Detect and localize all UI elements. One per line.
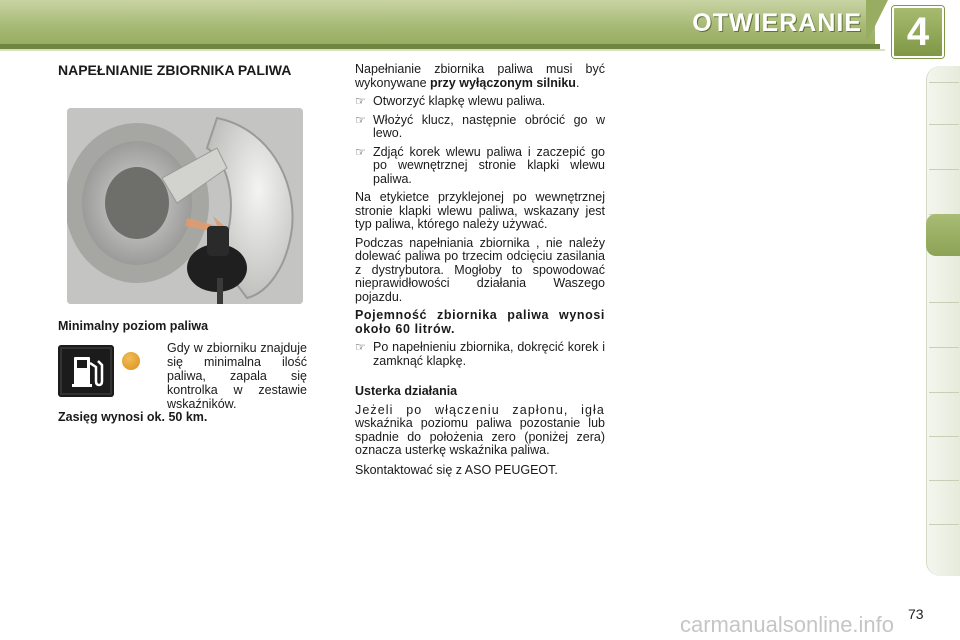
pointing-hand-icon: ☞ xyxy=(355,94,366,108)
fuel-filler-cap-photo xyxy=(67,108,303,304)
min-level-text: Gdy w zbiorniku znajduje się minimalna ilość paliwa, zapala się kontrolka w zestawie wskaźników. xyxy=(167,341,307,411)
tab-divider xyxy=(929,524,959,525)
watermark: carmanualsonline.info xyxy=(680,612,895,637)
tab-divider xyxy=(929,302,959,303)
refill-paragraph: Podczas napełniania zbiornika , nie należy dolewać paliwa po trzecim odcięciu zasilania z dystrybutora. Mogłoby to spowodować nieprawidłowości działania Waszego pojazdu. xyxy=(355,235,605,304)
step-item xyxy=(355,95,605,109)
header-stripe-light xyxy=(0,49,885,51)
step-text: Zdjąć korek wlewu paliwa i zaczepić go po wewnętrznej stronie klapki wlewu paliwa. xyxy=(373,144,605,186)
tab-divider xyxy=(929,392,959,393)
tab-divider xyxy=(929,436,959,437)
chapter-header xyxy=(0,0,960,54)
intro-end: . xyxy=(575,75,580,90)
chapter-number-badge: 4 xyxy=(892,6,944,58)
header-band-edge xyxy=(866,0,888,44)
fuel-pump-icon xyxy=(58,345,114,397)
tab-divider xyxy=(929,82,959,83)
range-text: Zasięg wynosi ok. 50 km. xyxy=(58,410,208,424)
step-text: Otworzyć klapkę wlewu paliwa. xyxy=(373,94,546,108)
chapter-side-tabs xyxy=(926,66,960,576)
pointing-hand-icon: ☞ xyxy=(355,340,366,354)
section-title: NAPEŁNIANIE ZBIORNIKA PALIWA xyxy=(58,62,292,78)
intro-text: Napełnianie zbiornika paliwa musi być wykonywane xyxy=(355,62,605,90)
contact-paragraph: Skontaktować się z ASO PEUGEOT. xyxy=(355,462,558,477)
fault-text: wskaźnika poziomu paliwa pozostanie lub spadnie do położenia zero (poniżej zera) oznacza usterkę wskaźnika paliwa. xyxy=(355,416,605,457)
fault-paragraph xyxy=(355,404,605,458)
fault-text-spaced: Jeżeli po włączeniu zapłonu, igła xyxy=(355,402,605,417)
warning-light-dot xyxy=(122,352,140,370)
step-item xyxy=(355,146,605,187)
step-item xyxy=(355,114,605,141)
tab-divider xyxy=(929,169,959,170)
chapter-title: OTWIERANIE xyxy=(692,9,862,37)
tab-divider xyxy=(929,347,959,348)
pointing-hand-icon: ☞ xyxy=(355,144,366,159)
fuel-pump-glyph xyxy=(58,345,114,397)
chapter-tab-active xyxy=(926,214,960,256)
capacity-paragraph: Pojemność zbiornika paliwa wynosi około 60 litrów. xyxy=(355,308,605,336)
instructions-column xyxy=(355,63,605,482)
page-number: 73 xyxy=(908,606,924,622)
pointing-hand-icon: ☞ xyxy=(355,112,366,127)
label-paragraph: Na etykietce przyklejonej po wewnętrznej stronie klapki wlewu paliwa, wskazany jest typ paliwa, którego należy używać. xyxy=(355,190,605,231)
intro-bold-text: przy wyłączonym silniku xyxy=(430,75,576,90)
step-text: Po napełnieniu zbiornika, dokręcić korek i zamknąć klapkę. xyxy=(373,340,605,368)
step-item xyxy=(355,341,605,368)
intro-paragraph xyxy=(355,63,605,90)
tab-divider xyxy=(929,480,959,481)
fuel-cap-illustration xyxy=(67,108,303,304)
step-text: Włożyć klucz, następnie obrócić go w lewo. xyxy=(373,112,605,140)
fault-heading: Usterka działania xyxy=(355,384,458,398)
min-level-heading: Minimalny poziom paliwa xyxy=(58,319,209,333)
tab-divider xyxy=(929,124,959,125)
